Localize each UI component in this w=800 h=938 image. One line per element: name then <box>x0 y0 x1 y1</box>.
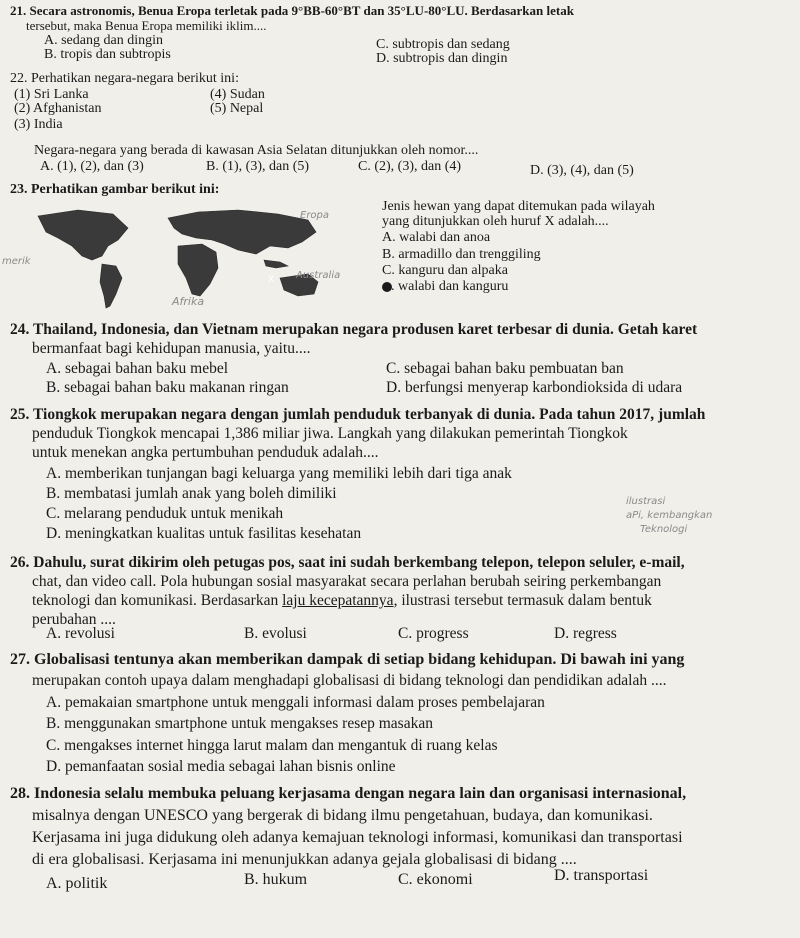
q28-line3: Kerjasama ini juga didukung oleh adanya kemajuan teknologi informasi, komunikasi dan transportasi <box>32 829 683 846</box>
q22-country-1: (1) Sri Lanka <box>14 87 89 102</box>
q25-line2: penduduk Tiongkok mencapai 1,386 miliar jiwa. Langkah yang dilakukan pemerintah Tiongkok <box>32 425 628 442</box>
q28-option-b[interactable]: B. hukum <box>244 871 308 888</box>
q28-option-c[interactable]: C. ekonomi <box>398 871 473 888</box>
q26-option-b[interactable]: B. evolusi <box>244 625 307 642</box>
q21-line1: 21. Secara astronomis, Benua Eropa terletak pada 9°BB-60°BT dan 35°LU-80°LU. Berdasarkan letak <box>10 3 574 18</box>
q27-line1: 27. Globalisasi tentunya akan memberikan dampak di setiap bidang kehidupan. Di bawah ini yang <box>10 651 685 668</box>
q21-option-c[interactable]: C. subtropis dan sedang <box>376 37 510 52</box>
q25-option-a[interactable]: A. memberikan tunjangan bagi keluarga yang memiliki lebih dari tiga anak <box>46 465 512 482</box>
q22-option-d[interactable]: D. (3), (4), dan (5) <box>530 163 634 178</box>
q28-option-a[interactable]: A. politik <box>46 875 108 892</box>
q24-option-b[interactable]: B. sebagai bahan baku makanan ringan <box>46 379 289 396</box>
q26-option-a[interactable]: A. revolusi <box>46 625 115 642</box>
q23-option-a[interactable]: A. walabi dan anoa <box>382 230 491 245</box>
q27-option-d[interactable]: D. pemanfaatan sosial media sebagai lahan bisnis online <box>46 758 396 775</box>
handwritten-note-3: Teknologi <box>640 524 688 535</box>
q28-option-d[interactable]: D. transportasi <box>554 867 649 884</box>
q23-text-2: yang ditunjukkan oleh huruf X adalah.... <box>382 214 609 229</box>
q28-line1: 28. Indonesia selalu membuka peluang kerjasama dengan negara lain dan organisasi internasional, <box>10 785 687 802</box>
q24-option-d[interactable]: D. berfungsi menyerap karbondioksida di udara <box>386 379 683 396</box>
handwritten-note-1: ilustrasi <box>626 496 666 507</box>
q23-option-c[interactable]: C. kanguru dan alpaka <box>382 263 508 278</box>
q22-option-c[interactable]: C. (2), (3), dan (4) <box>358 159 462 174</box>
q23-option-b[interactable]: B. armadillo dan trenggiling <box>382 247 541 262</box>
underlined-phrase: laju kecepatannya <box>282 592 394 609</box>
handwritten-australia: Australia <box>296 270 341 281</box>
q26-line1: 26. Dahulu, surat dikirim oleh petugas pos, saat ini sudah berkembang telepon, telepon seluler, e-mail, <box>10 554 685 571</box>
q25-line3: untuk menekan angka pertumbuhan penduduk adalah.... <box>32 444 379 461</box>
q27-option-b[interactable]: B. menggunakan smartphone untuk mengakses resep masakan <box>46 715 433 732</box>
map-marker-x: X <box>268 275 275 285</box>
q25-line1: 25. Tiongkok merupakan negara dengan jumlah penduduk terbanyak di dunia. Pada tahun 2017, jumlah <box>10 406 706 423</box>
q22-country-5: (5) Nepal <box>210 101 264 116</box>
q24-line2: bermanfaat bagi kehidupan manusia, yaitu.... <box>32 340 311 357</box>
q22-country-4: (4) Sudan <box>210 87 265 102</box>
handwritten-eropa: Eropa <box>300 210 330 221</box>
q23-option-d[interactable]: . walabi dan kanguru <box>391 279 509 294</box>
q28-line2: misalnya dengan UNESCO yang bergerak di bidang ilmu pengetahuan, budaya, dan komunikasi. <box>32 807 653 824</box>
q24-option-c[interactable]: C. sebagai bahan baku pembuatan ban <box>386 360 624 377</box>
q26-option-c[interactable]: C. progress <box>398 625 469 642</box>
q22-country-3: (3) India <box>14 117 63 132</box>
q25-option-d[interactable]: D. meningkatkan kualitas untuk fasilitas kesehatan <box>46 525 362 542</box>
q27-line2: merupakan contoh upaya dalam menghadapi globalisasi di bidang teknologi dan pendidikan adalah .... <box>32 672 667 689</box>
handwritten-amerika: merik <box>2 256 31 267</box>
q22-option-b[interactable]: B. (1), (3), dan (5) <box>206 159 310 174</box>
q27-option-c[interactable]: C. mengakses internet hingga larut malam dan mengantuk di ruang kelas <box>46 737 498 754</box>
q21-line2: tersebut, maka Benua Eropa memiliki iklim.... <box>26 18 267 33</box>
q26-line4: perubahan .... <box>32 611 116 628</box>
q28-line4: di era globalisasi. Kerjasama ini menunjukkan adanya gejala globalisasi di bidang .... <box>32 851 577 868</box>
q26-line2: chat, dan video call. Pola hubungan sosial masyarakat secara perlahan berubah seiring perkembangan <box>32 573 662 590</box>
q26-line3: teknologi dan komunikasi. Berdasarkan laju kecepatannya, ilustrasi tersebut termasuk dalam bentuk <box>32 592 652 609</box>
handwritten-afrika: Afrika <box>172 295 205 308</box>
handwritten-note-2: aPi, kembangkan <box>626 510 713 521</box>
q22-country-2: (2) Afghanistan <box>14 101 102 116</box>
q21-option-b[interactable]: B. tropis dan subtropis <box>44 47 171 62</box>
q22-option-a[interactable]: A. (1), (2), dan (3) <box>40 159 144 174</box>
q21-option-a[interactable]: A. sedang dan dingin <box>44 33 163 48</box>
q25-option-b[interactable]: B. membatasi jumlah anak yang boleh dimiliki <box>46 485 337 502</box>
q24-line1: 24. Thailand, Indonesia, dan Vietnam merupakan negara produsen karet terbesar di dunia. Getah karet <box>10 321 698 338</box>
q21-option-d[interactable]: D. subtropis dan dingin <box>376 51 508 66</box>
q27-option-a[interactable]: A. pemakaian smartphone untuk menggali informasi dalam proses pembelajaran <box>46 694 545 711</box>
q23-text-1: Jenis hewan yang dapat ditemukan pada wilayah <box>382 199 655 214</box>
q25-option-c[interactable]: C. melarang penduduk untuk menikah <box>46 505 284 522</box>
q22-stem: 22. Perhatikan negara-negara berikut ini: <box>10 71 239 86</box>
q23-stem: 23. Perhatikan gambar berikut ini: <box>10 182 220 197</box>
q22-question: Negara-negara yang berada di kawasan Asia Selatan ditunjukkan oleh nomor.... <box>34 143 479 158</box>
q26-option-d[interactable]: D. regress <box>554 625 617 642</box>
q24-option-a[interactable]: A. sebagai bahan baku mebel <box>46 360 229 377</box>
